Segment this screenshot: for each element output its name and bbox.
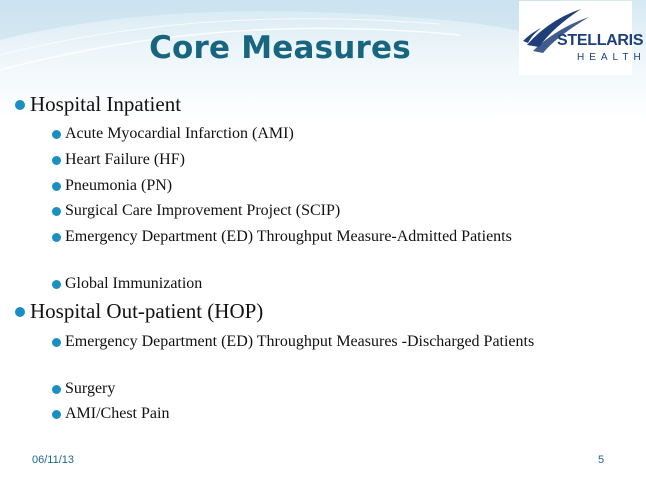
page-number: 5	[598, 454, 605, 466]
bullet-icon	[52, 130, 61, 139]
bullet-icon	[15, 100, 25, 110]
list-item: Emergency Department (ED) Throughput Measures -Discharged Patients	[65, 332, 585, 352]
bullet-icon	[52, 207, 61, 216]
list-item: AMI/Chest Pain	[65, 404, 585, 424]
stellaris-health-logo	[519, 1, 646, 75]
list-item: Pneumonia (PN)	[65, 176, 585, 196]
list-item: Acute Myocardial Infarction (AMI)	[65, 124, 585, 144]
bullet-icon	[52, 338, 61, 347]
logo-subtitle: HEALTH	[577, 52, 646, 63]
logo-name: STELLARIS	[557, 32, 644, 49]
footer-date: 06/11/13	[32, 454, 75, 466]
bullet-icon	[52, 385, 61, 394]
list-item: Global Immunization	[65, 274, 585, 294]
list-item: Surgery	[65, 379, 585, 399]
list-item: Heart Failure (HF)	[65, 150, 585, 170]
bullet-icon	[52, 280, 61, 289]
bullet-icon	[15, 307, 25, 317]
slide-title: Core Measures	[149, 30, 411, 66]
bullet-icon	[52, 182, 61, 191]
bullet-icon	[52, 233, 61, 242]
list-item: Surgical Care Improvement Project (SCIP)	[65, 201, 585, 221]
list-item: Emergency Department (ED) Throughput Measure-Admitted Patients	[65, 227, 560, 247]
bullet-icon	[52, 156, 61, 165]
bullet-icon	[52, 410, 61, 419]
